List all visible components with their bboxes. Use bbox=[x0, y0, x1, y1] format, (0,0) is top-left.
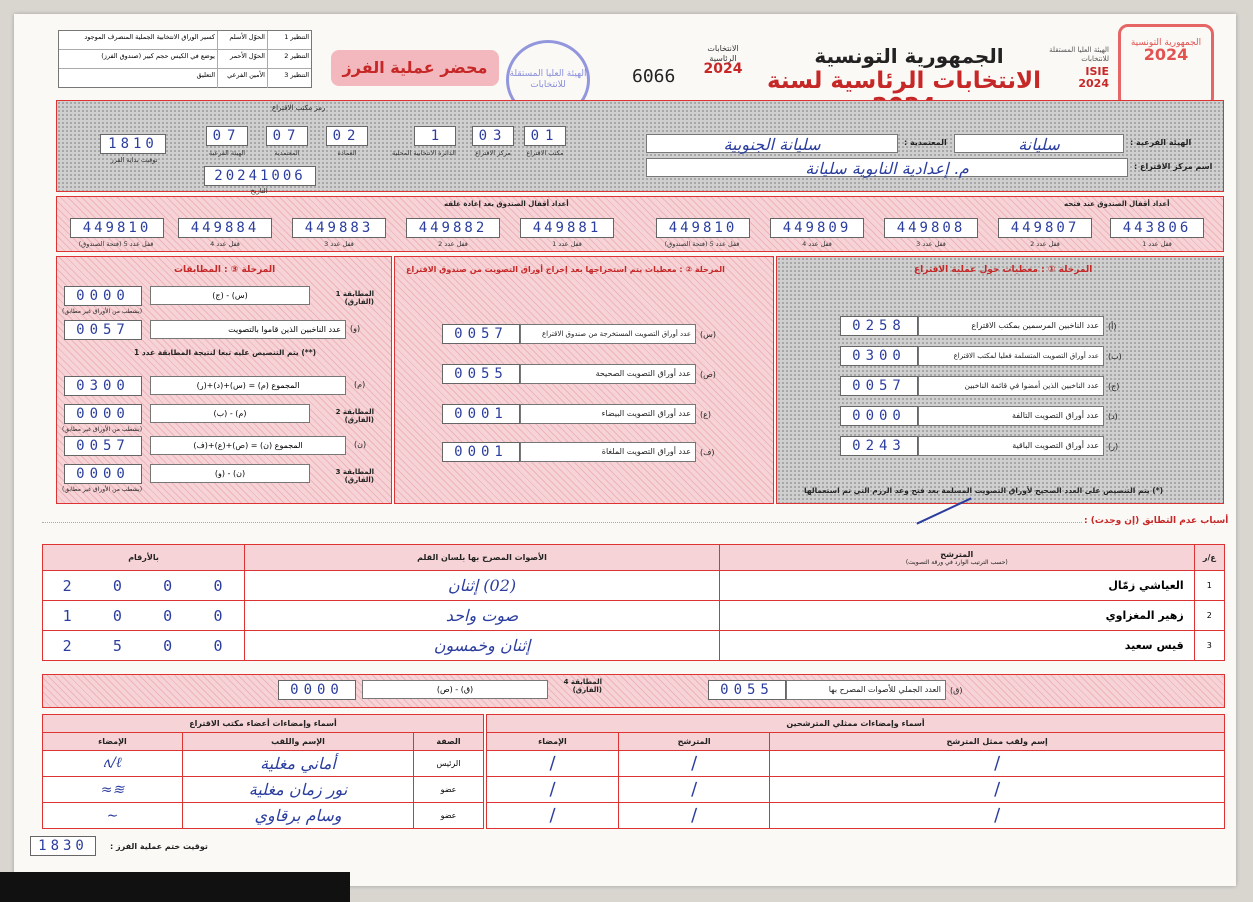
seal-after-3[interactable]: 449883 bbox=[292, 218, 386, 238]
members-table bbox=[42, 714, 484, 829]
stage1-row-d: (د) عدد أوراق التصويت التالفة 0000 bbox=[840, 406, 1122, 426]
opening-time-field[interactable]: 1810 bbox=[100, 134, 166, 154]
seal-after-1[interactable]: 449881 bbox=[520, 218, 614, 238]
center-label: اسم مركز الاقتراع : bbox=[1134, 162, 1213, 171]
stage2-row-ain: (ع) عدد أوراق التصويت البيضاء 0001 bbox=[442, 404, 715, 424]
seals-before-label: أعداد أقفال الصندوق عند فتحه bbox=[1064, 200, 1170, 208]
col-rep-cand: المترشح bbox=[618, 733, 769, 751]
total-votes-row: (ق) العدد الجملي للأصوات المصرح بها 0055 bbox=[708, 680, 966, 700]
signature[interactable]: ∽ bbox=[43, 803, 183, 829]
m-tag: (م) bbox=[354, 380, 366, 389]
members-title: أسماء وإمضاءات أعضاء مكتب الاقتراع bbox=[43, 715, 484, 733]
member-row: الرئيس أماني مغلية ʌ/ℓ bbox=[43, 751, 484, 777]
seals-after-label: أعداد أقفال الصندوق بعد إعادة غلقه bbox=[444, 200, 569, 208]
center-field[interactable]: م. إعدادية النابوية سليانة bbox=[646, 158, 1128, 177]
m-value[interactable]: 0300 bbox=[64, 376, 142, 396]
n-value[interactable]: 0057 bbox=[64, 436, 142, 456]
n-formula: المجموع (ن) = (ص)+(ع)+(ف) bbox=[150, 436, 346, 455]
signature[interactable]: ≋≈ bbox=[43, 777, 183, 803]
office-code-label: رمز مكتب الاقتراع bbox=[272, 104, 326, 112]
m4-formula: (ص) - (ق) bbox=[362, 680, 548, 699]
seal-after-5[interactable]: 449810 bbox=[70, 218, 164, 238]
col-name: المترشح (حسب الترتيب الوارد في ورقة التصويت) bbox=[719, 545, 1194, 571]
seal-before-1[interactable]: 443806 bbox=[1110, 218, 1204, 238]
m2-value[interactable]: 0000 bbox=[64, 404, 142, 424]
code-imada: 02 bbox=[326, 126, 368, 146]
col-words: الأصوات المصرح بها بلسان القلم bbox=[245, 545, 720, 571]
stage2-title: المرحلة ② : معطيات يتم استخراجها بعد إخراج أوراق التصويت من صندوق الاقتراع bbox=[406, 265, 725, 274]
stage1-row-a: (أ) عدد الناخبين المرسمين بمكتب الاقتراع 0258 bbox=[840, 316, 1120, 336]
candidate-row: 1 العياشي زمّال (02) إثنان 0 0 0 2 bbox=[43, 571, 1225, 601]
candidate-row: 3 قيس سعيد إثنان وخمسون 0 0 5 2 bbox=[43, 631, 1225, 661]
seal-before-3[interactable]: 449808 bbox=[884, 218, 978, 238]
m3-formula: (و) - (ن) bbox=[150, 464, 310, 483]
stage1-row-b: (ب) عدد أوراق التصويت المتسلمة فعليا لمكتب الاقتراع 0300 bbox=[840, 346, 1126, 366]
col-rep-name: إسم ولقب ممثل المترشح bbox=[770, 733, 1225, 751]
m3-label: المطابقة 3 (الفارق) bbox=[335, 468, 374, 484]
rep-row: ∕ ∕ ∕ bbox=[487, 751, 1225, 777]
representatives-title: أسماء وإمضاءات ممثلي المترشحين bbox=[487, 715, 1225, 733]
stage2-row-sad: (ص) عدد أوراق التصويت الصحيحة 0055 bbox=[442, 364, 720, 384]
redaction-bar bbox=[0, 872, 350, 902]
w-tag: (و) bbox=[350, 324, 361, 333]
form-number: 6066 bbox=[632, 66, 676, 87]
rep-row: ∕ ∕ ∕ bbox=[487, 777, 1225, 803]
stage1-row-c: (ج) عدد الناخبين الذين أمضوا في قائمة الناخبين 0057 bbox=[840, 376, 1123, 396]
isie-logo: الهيئة العليا المستقلة للانتخابات ISIE 2024 bbox=[1049, 46, 1109, 90]
delegation-field[interactable]: سليانة الجنوبية bbox=[646, 134, 898, 153]
candidates-table bbox=[42, 544, 1225, 661]
w-desc: عدد الناخبين الذين قاموا بالتصويت bbox=[150, 320, 346, 339]
stage1-row-r: (ر) عدد أوراق التصويت الباقية 0243 bbox=[840, 436, 1122, 456]
m3-value[interactable]: 0000 bbox=[64, 464, 142, 484]
m1-value[interactable]: 0000 bbox=[64, 286, 142, 306]
m1-label: المطابقة 1 (الفارق) bbox=[335, 290, 374, 306]
elections-logo: الانتخابات الرئاسية 2024 bbox=[703, 44, 743, 77]
seal-before-5[interactable]: 449810 bbox=[656, 218, 750, 238]
col-digits: بالأرقام bbox=[43, 545, 245, 571]
candidate-row: 2 زهير المغزاوي صوت واحد 0 0 0 1 bbox=[43, 601, 1225, 631]
republic-title: الجمهورية التونسية bbox=[814, 44, 1004, 68]
seal-after-2[interactable]: 449882 bbox=[406, 218, 500, 238]
col-member-name: الإسم واللقب bbox=[183, 733, 414, 751]
w-value[interactable]: 0057 bbox=[64, 320, 142, 340]
election-title: الانتخابات الرئاسية لسنة bbox=[766, 68, 1042, 94]
sub-authority-label: الهيئة الفرعية : bbox=[1130, 138, 1192, 147]
blue-stamp: الهيئة العليا المستقلة للانتخابات bbox=[506, 40, 590, 120]
opening-time-label: توقيت بداية الفرز bbox=[110, 156, 158, 164]
end-time-field[interactable]: 1830 bbox=[30, 836, 96, 856]
code-district: 1 bbox=[414, 126, 456, 146]
sub-authority-field[interactable]: سليانة bbox=[954, 134, 1124, 153]
m4-label: المطابقة 4 (الفارق) bbox=[563, 678, 602, 694]
member-row: عضو وسام برقاوي ∽ bbox=[43, 803, 484, 829]
date-label: التاريخ bbox=[250, 187, 268, 195]
seal-before-2[interactable]: 449807 bbox=[998, 218, 1092, 238]
code-delegation: 07 bbox=[266, 126, 308, 146]
col-member-sig: الإمضاء bbox=[43, 733, 183, 751]
code-polling-office: 01 bbox=[524, 126, 566, 146]
seal-after-4[interactable]: 449884 bbox=[178, 218, 272, 238]
reasons-line bbox=[42, 522, 1082, 523]
signature[interactable]: ʌ/ℓ bbox=[43, 751, 183, 777]
col-rep-sig: الإمضاء bbox=[487, 733, 619, 751]
stage1-title: المرحلة ① : معطيات حول عملية الاقتراع bbox=[914, 265, 1093, 275]
red-stamp: الجمهورية التونسية 2024 bbox=[1118, 24, 1214, 108]
stage2-row-fa: (ف) عدد أوراق التصويت الملغاة 0001 bbox=[442, 442, 719, 462]
m2-formula: (ب) - (م) bbox=[150, 404, 310, 423]
member-row: عضو نور زمان مغلية ≋≈ bbox=[43, 777, 484, 803]
col-role: الصفة bbox=[414, 733, 484, 751]
code-sub-authority: 07 bbox=[206, 126, 248, 146]
rep-row: ∕ ∕ ∕ bbox=[487, 803, 1225, 829]
m2-label: المطابقة 2 (الفارق) bbox=[335, 408, 374, 424]
codes-legend: التنظير 1 الحوّل الأسلم كسير الوراق الانتخابية الجملية المنصرف الموجود التنظير 2 الحوّل الأحمر يوضع في الكيس حجم كبير (صندوق الفرز) التنظير 3 الأمين الفرعي التعليق bbox=[58, 30, 312, 88]
m1-formula: (ج) - (س) bbox=[150, 286, 310, 305]
code-center: 03 bbox=[472, 126, 514, 146]
seal-before-4[interactable]: 449809 bbox=[770, 218, 864, 238]
representatives-table bbox=[486, 714, 1225, 829]
col-num: ع/ر bbox=[1194, 545, 1224, 571]
delegation-label: المعتمدية : bbox=[904, 138, 947, 147]
procedure-title: محضر عملية الفرز bbox=[331, 50, 499, 86]
reasons-label: أسباب عدم التطابق (إن وجدت) : bbox=[1084, 516, 1229, 526]
end-time-label: توقيت ختم عملية الفرز : bbox=[110, 842, 208, 851]
stage3-note: (**) يتم التنصيص عليه تبعا لنتيجة المطابقة عدد 1 bbox=[134, 348, 317, 357]
m4-value[interactable]: 0000 bbox=[278, 680, 356, 700]
stage2-row-s: (س) عدد أوراق التصويت المستخرجة من صندوق الاقتراع 0057 bbox=[442, 324, 720, 344]
minutes-sheet: الجمهورية التونسية الانتخابات الرئاسية لسنة 6066 الهيئة العليا المستقلة للانتخابات ISIE 2024 الانتخابات الرئاسية 2024 الجمهورية التونسية 2024 الهيئة العليا المستقلة للانتخابات محضر عملية الفرز التنظير 1 الحوّل الأسلم كسير الوراق الانتخابية الجملية المنصرف الموجود التنظير 2 الحوّل الأحمر يوضع في الكيس حجم كبير (صندوق الفرز) التنظير 3 الأمين الفرعي التعليق رمز مكتب الاقتراع 01 مكتب الاقتراع 03 مركز الاقتراع 1 الدائرة الانتخابية المحلية 02 العمادة 07 المعتمدية 07 الهيئة الفرعية 1810 توقيت بداية الفرز 20241006 التاريخ الهيئة الفرعية : سليانة المعتمدية : سليانة الجنوبية اسم مركز الاقتراع : م. إعدادية النابوية سليانة أعداد أقفال الصندوق عند فتحه أعداد أقفال الصندوق بعد إعادة غلقه 443806 قفل عدد 1 449807 قفل عدد 2 449808 قفل عدد 3 449809 قفل عدد 4 449810 قفل عدد 5 (فتحة الصندوق) 449881 قفل عدد 1 449882 قفل عدد 2 449883 قفل عدد 3 449884 قفل عدد 4 449810 قفل عدد 5 (فتحة الصندوق) المرحلة ① : معطيات حول عملية الاقتراع المرحلة ② : معطيات يتم استخراجها بعد إخراج أوراق التصويت من صندوق الاقتراع المرحلة ③ : المطابقات (أ) عدد الناخبين المرسمين بمكتب الاقتراع 0258 (ب) عدد أوراق التصويت المتسلمة فعليا لمكتب الاقتراع 0300 (ج) عدد الناخبين الذين أمضوا في قائمة الناخبين 0057 (د) عدد أوراق التصويت التالفة 0000 (ر) عدد أوراق التصويت الباقية 0243 (*) يتم التنصيص على العدد الصحيح لأوراق التصويت المسلمة بعد فتح وعد الرزم التي تم استعمالها (س) عدد أوراق التصويت المستخرجة من صندوق الاقتراع 0057 (ص) عدد أوراق التصويت الصحيحة 0055 (ع) عدد أوراق التصويت البيضاء 0001 (ف) عدد أوراق التصويت الملغاة 0001 المطابقة 1 (الفارق) (ج) - (س) 0000 (يشطب من الأوراق غير مطابق) (و) عدد الناخبين الذين قاموا بالتصويت 0057 (**) يتم التنصيص عليه تبعا لنتيجة المطابقة عدد 1 (م) المجموع (م) = (س)+(د)+(ر) 0300 المطابقة 2 (الفارق) (ب) - (م) 0000 (يشطب من الأوراق غير مطابق) (ن) المجموع (ن) = (ص)+(ع)+(ف) 0057 المطابقة 3 (الفارق) (و) - (ن) 0000 (يشطب من الأوراق غير مطابق) أسباب عدم التطابق (إن وجدت) : ع/ر المترشح (حسب الترتيب الوارد في ورقة التصويت) الأصوات المصرح بها بلسان القلم بالأرقام 1 العياشي زمّال (02) إثنان 0 0 0 2 2 زهير المغزاوي صوت واحد 0 0 0 1 3 قيس سعيد إثنان وخمسون 0 0 5 2 (ق) العدد الجملي للأصوات المصرح بها 0055 المطابقة 4 (الفارق) (ص) - (ق) 0000 أسماء وإمضاءات ممثلي المترشحين إسم ولقب ممثل المترشح المترشح الإمضاء ∕ ∕ ∕ ∕ ∕ ∕ ∕ ∕ ∕ أسماء وإمضاءات أعضاء مكتب الاقتراع الصفة الإسم واللقب الإمضاء الرئيس أماني مغلية ʌ/ℓ عضو نور زمان مغلية ≋≈ عضو وسام برقاوي ∽ 1830 توقيت ختم عملية الفرز : bbox=[14, 14, 1236, 886]
date-field[interactable]: 20241006 bbox=[204, 166, 316, 186]
stage3-title: المرحلة ③ : المطابقات bbox=[174, 265, 276, 275]
m-formula: المجموع (م) = (س)+(د)+(ر) bbox=[150, 376, 346, 395]
stage1-footnote: (*) يتم التنصيص على العدد الصحيح لأوراق التصويت المسلمة بعد فتح وعد الرزم التي تم استعمالها bbox=[804, 486, 1164, 495]
n-tag: (ن) bbox=[354, 440, 367, 449]
totals-panel bbox=[42, 674, 1225, 708]
